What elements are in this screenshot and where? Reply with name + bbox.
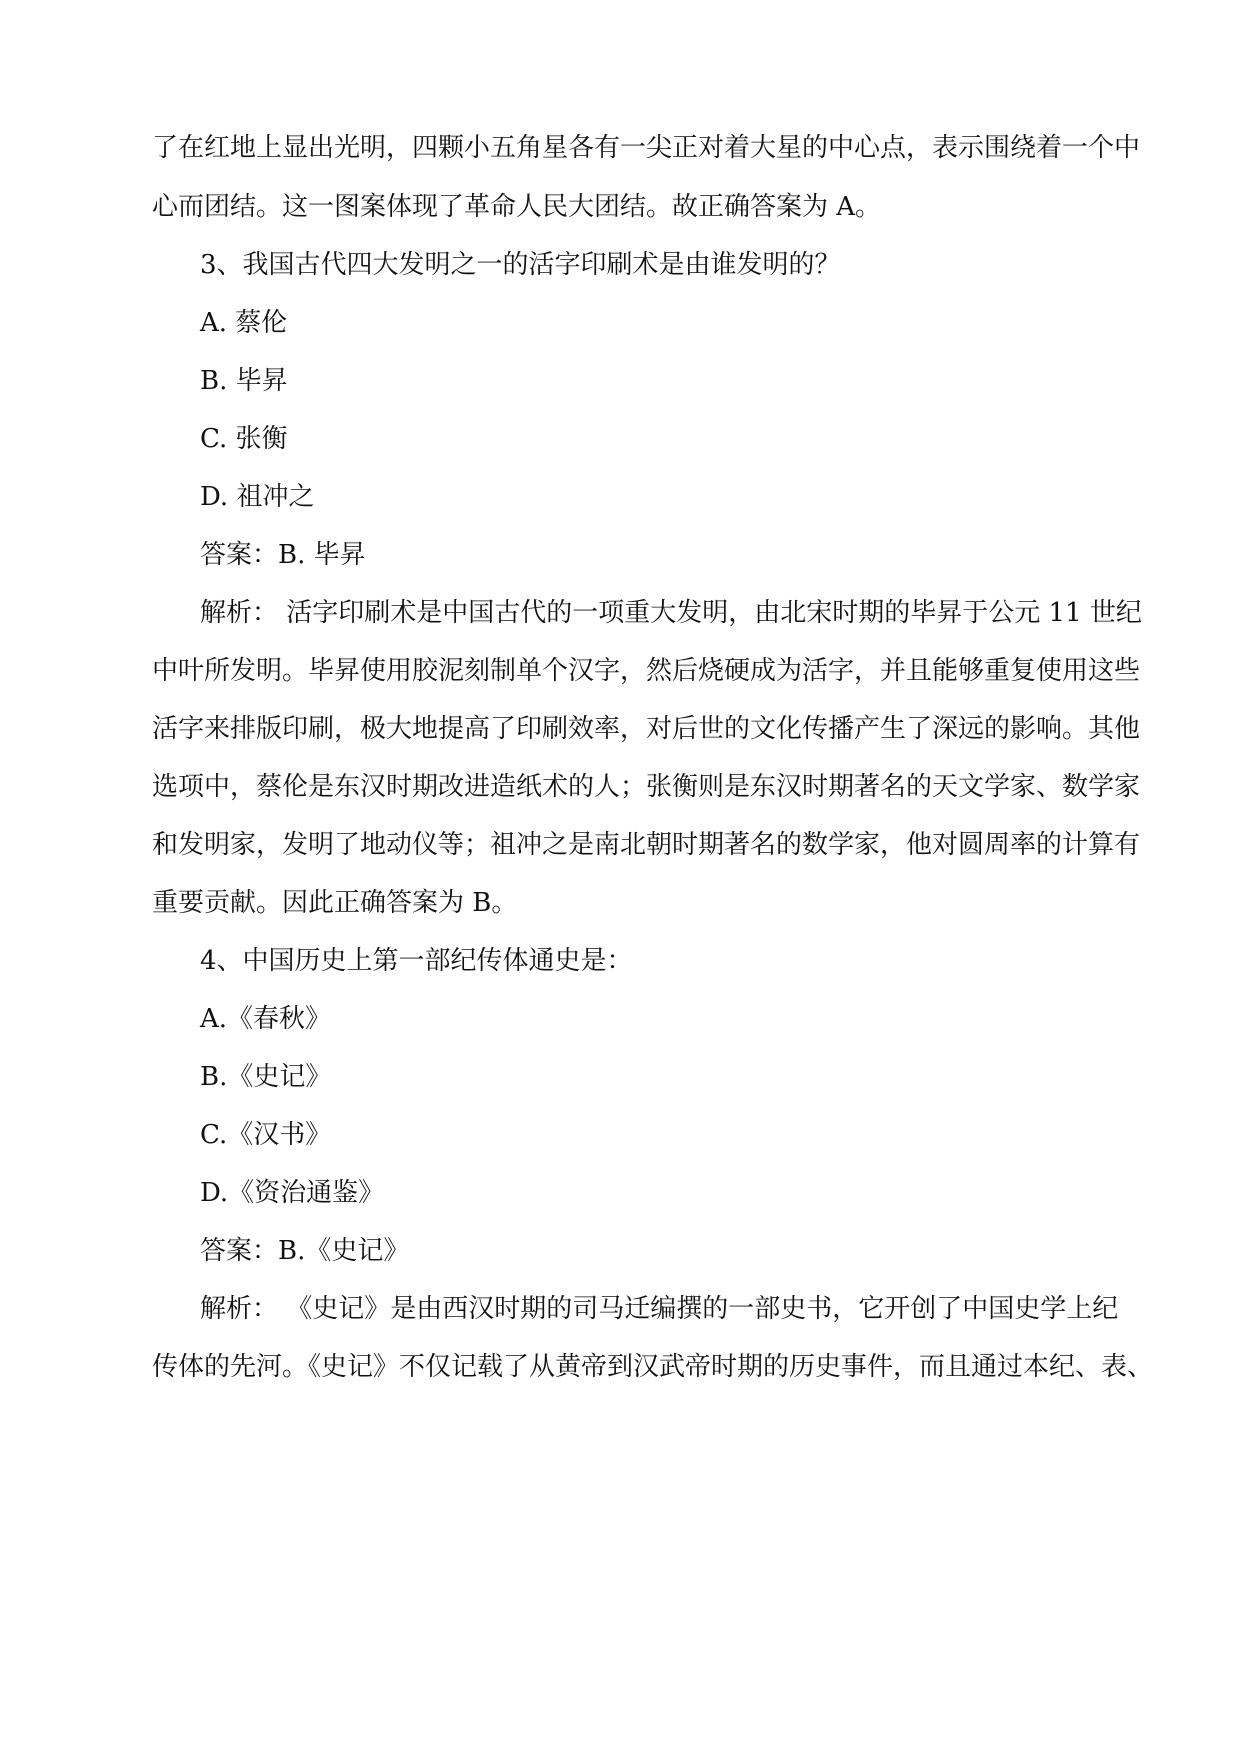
q3-analysis-line: 活字来排版印刷，极大地提高了印刷效率，对后世的文化传播产生了深远的影响。其他 <box>152 714 1141 744</box>
q3-option-d: D. 祖冲之 <box>200 482 315 512</box>
q3-analysis-line: 和发明家，发明了地动仪等；祖冲之是南北朝时期著名的数学家，他对圆周率的计算有 <box>152 830 1141 860</box>
q4-option-c: C.《汉书》 <box>200 1120 332 1150</box>
q3-option-c: C. 张衡 <box>200 424 288 454</box>
q4-option-a: A.《春秋》 <box>200 1004 332 1034</box>
q3-option-a: A. 蔡伦 <box>200 308 288 338</box>
paragraph-line: 心而团结。这一图案体现了革命人民大团结。故正确答案为 A。 <box>152 192 882 222</box>
q3-answer: 答案：B. 毕昇 <box>200 540 366 570</box>
q4-analysis-line: 传体的先河。《史记》不仅记载了从黄帝到汉武帝时期的历史事件，而且通过本纪、表、 <box>152 1352 1154 1382</box>
q4-analysis-line: 解析： 《史记》是由西汉时期的司马迁编撰的一部史书，它开创了中国史学上纪 <box>200 1294 1119 1324</box>
q3-analysis-line: 解析： 活字印刷术是中国古代的一项重大发明，由北宋时期的毕昇于公元 11 世纪 <box>200 598 1142 628</box>
q3-option-b: B. 毕昇 <box>200 366 288 396</box>
q3-analysis-line: 选项中，蔡伦是东汉时期改进造纸术的人；张衡则是东汉时期著名的天文学家、数学家 <box>152 772 1141 802</box>
q4-option-d: D.《资治通鉴》 <box>200 1178 385 1208</box>
q3-analysis-line: 重要贡献。因此正确答案为 B。 <box>152 888 518 918</box>
question-4: 4、中国历史上第一部纪传体通史是： <box>200 946 633 976</box>
q4-option-b: B.《史记》 <box>200 1062 332 1092</box>
q3-analysis-line: 中叶所发明。毕昇使用胶泥刻制单个汉字，然后烧硬成为活字，并且能够重复使用这些 <box>152 656 1141 686</box>
q4-answer: 答案：B.《史记》 <box>200 1236 410 1266</box>
question-3: 3、我国古代四大发明之一的活字印刷术是由谁发明的？ <box>200 250 841 280</box>
paragraph-line: 了在红地上显出光明，四颗小五角星各有一尖正对着大星的中心点，表示围绕着一个中 <box>152 133 1141 163</box>
